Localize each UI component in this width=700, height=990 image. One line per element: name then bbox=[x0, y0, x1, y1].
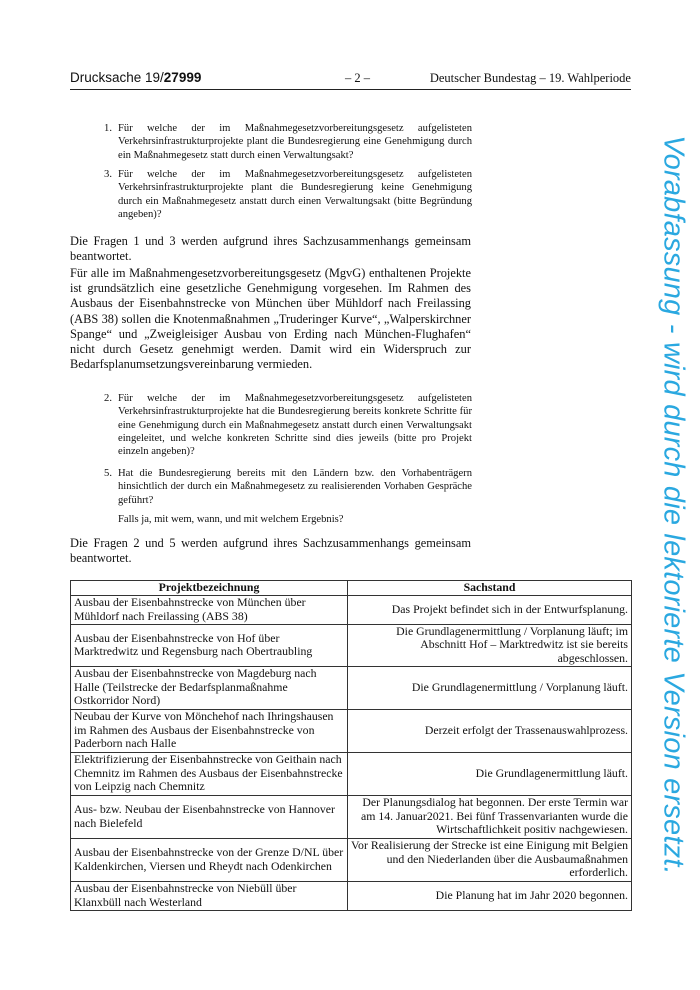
table-row bbox=[71, 838, 632, 881]
project-cell: Elektrifizierung der Eisenbahnstrecke von Geithain nach Chemnitz im Rahmen des Ausbaus der Eisenbahnstrecke von Leipzig nach Chemnitz bbox=[71, 752, 348, 795]
answer-intro-1-3: Die Fragen 1 und 3 werden aufgrund ihres Sachzusammenhangs gemeinsam beantwortet. bbox=[70, 234, 471, 264]
question-2 bbox=[104, 392, 472, 458]
table-row bbox=[71, 881, 632, 910]
project-cell: Aus- bzw. Neubau der Eisenbahnstrecke von Hannover nach Bielefeld bbox=[71, 795, 348, 838]
document-number bbox=[70, 70, 201, 85]
status-cell: Die Grundlagenermittlung läuft. bbox=[348, 752, 632, 795]
document-id: 27999 bbox=[163, 70, 202, 85]
status-cell: Das Projekt befindet sich in der Entwurfsplanung. bbox=[348, 595, 632, 624]
answer-intro-2-5: Die Fragen 2 und 5 werden aufgrund ihres Sachzusammenhangs gemeinsam beantwortet. bbox=[70, 536, 471, 566]
status-cell: Derzeit erfolgt der Trassenauswahlprozess. bbox=[348, 709, 632, 752]
table-row bbox=[71, 666, 632, 709]
table-header-row bbox=[71, 581, 632, 596]
question-followup: Falls ja, mit wem, wann, und mit welchem Ergebnis? bbox=[118, 513, 344, 525]
table-row bbox=[71, 709, 632, 752]
column-header-project: Projektbezeichnung bbox=[71, 581, 348, 596]
status-cell: Die Grundlagenermittlung / Vorplanung läuft; im Abschnitt Hof – Marktredwitz ist sie bereits abgeschlossen. bbox=[348, 624, 632, 666]
preliminary-version-watermark bbox=[657, 115, 690, 895]
question-number: 3. bbox=[104, 169, 112, 180]
question-number: 5. bbox=[104, 468, 112, 479]
watermark-text: Vorabfassung - wird durch die lektorierte Version ersetzt. bbox=[657, 135, 690, 875]
project-cell: Ausbau der Eisenbahnstrecke von der Grenze D/NL über Kaldenkirchen, Viersen und Rheydt nach Odenkirchen bbox=[71, 838, 348, 881]
table-row bbox=[71, 624, 632, 666]
parliament-label: Deutscher Bundestag – 19. Wahlperiode bbox=[429, 71, 631, 85]
question-number: 2. bbox=[104, 393, 112, 404]
question-text: Hat die Bundesregierung bereits mit den Ländern bzw. den Vorhabenträgern hinsichtlich der durch ein Maßnahmegesetz zu realisierenden Vorhaben Gespräche geführt? bbox=[118, 468, 472, 506]
project-cell: Neubau der Kurve von Mönchehof nach Ihringshausen im Rahmen des Ausbaus der Eisenbahnstrecke von Paderborn nach Halle bbox=[71, 709, 348, 752]
column-header-status: Sachstand bbox=[348, 581, 632, 596]
header-rule bbox=[70, 89, 631, 90]
status-cell: Vor Realisierung der Strecke ist eine Einigung mit Belgien und den Niederlanden über die Ausbaumaßnahmen erforderlich. bbox=[348, 838, 632, 881]
status-cell: Die Planung hat im Jahr 2020 begonnen. bbox=[348, 881, 632, 910]
table-row bbox=[71, 752, 632, 795]
project-cell: Ausbau der Eisenbahnstrecke von Magdeburg nach Halle (Teilstrecke der Bedarfsplanmaßnahme Ostkorridor Nord) bbox=[71, 666, 348, 709]
project-cell: Ausbau der Eisenbahnstrecke von Hof über Marktredwitz und Regensburg nach Obertraubling bbox=[71, 624, 348, 666]
status-cell: Die Grundlagenermittlung / Vorplanung läuft. bbox=[348, 666, 632, 709]
question-5 bbox=[104, 467, 472, 526]
answer-body-1-3: Für alle im Maßnahmengesetzvorbereitungsgesetz (MgvG) enthaltenen Projekte ist grundsätzlich eine gesetzliche Genehmigung vorgesehen. Im Rahmen des Ausbaus der Eisenbahnstrecke von München über Mühldorf nach Freilassing (ABS 38) sollen die Knotenmaßnahmen „Truderinger Kurve“, „Walperskirchner Spange“ und „Zweigleisiger Ausbau von Erding nach München-Flughafen“ nicht durch Gesetz genehmigt werden. Damit wird ein Widerspruch zur Bedarfsplanumsetzungsvereinbarung vermieden. bbox=[70, 266, 471, 372]
document-label: Drucksache 19/ bbox=[70, 70, 164, 85]
project-cell: Ausbau der Eisenbahnstrecke von Niebüll über Klanxbüll nach Westerland bbox=[71, 881, 348, 910]
question-text: Für welche der im Maßnahmegesetzvorbereitungsgesetz aufgelisteten Verkehrsinfrastrukturprojekte plant die Bundesregierung eine Genehmigung durch ein Maßnahmegesetz statt durch einen Verwaltungsakt? bbox=[118, 123, 472, 161]
question-3 bbox=[104, 168, 472, 221]
page-number: – 2 – bbox=[345, 71, 370, 85]
project-cell: Ausbau der Eisenbahnstrecke von München über Mühldorf nach Freilassing (ABS 38) bbox=[71, 595, 348, 624]
question-number: 1. bbox=[104, 123, 112, 134]
project-status-table bbox=[70, 580, 632, 911]
question-text: Für welche der im Maßnahmegesetzvorbereitungsgesetz aufgelisteten Verkehrsinfrastrukturprojekte hat die Bundesregierung bereits konkrete Schritte für eine Genehmigung durch ein Maßnahmegesetz anstatt durch einen Verwaltungsakt eingeleitet, und welche konkreten Schritte sind dies jeweils (bitte pro Projekt einzeln angeben)? bbox=[118, 393, 472, 458]
question-text: Für welche der im Maßnahmegesetzvorbereitungsgesetz aufgelisteten Verkehrsinfrastrukturprojekte plant die Bundesregierung keine Genehmigung durch ein Maßnahmegesetz anstatt durch einen Verwaltungsakt (bitte Begründung angeben)? bbox=[118, 169, 472, 220]
table-row bbox=[71, 795, 632, 838]
page-header bbox=[70, 70, 631, 90]
table-row bbox=[71, 595, 632, 624]
question-1 bbox=[104, 122, 472, 162]
status-cell: Der Planungsdialog hat begonnen. Der erste Termin war am 14. Januar2021. Bei fünf Trassenvarianten wurde die Wirtschaftlichkeit positiv nachgewiesen. bbox=[348, 795, 632, 838]
